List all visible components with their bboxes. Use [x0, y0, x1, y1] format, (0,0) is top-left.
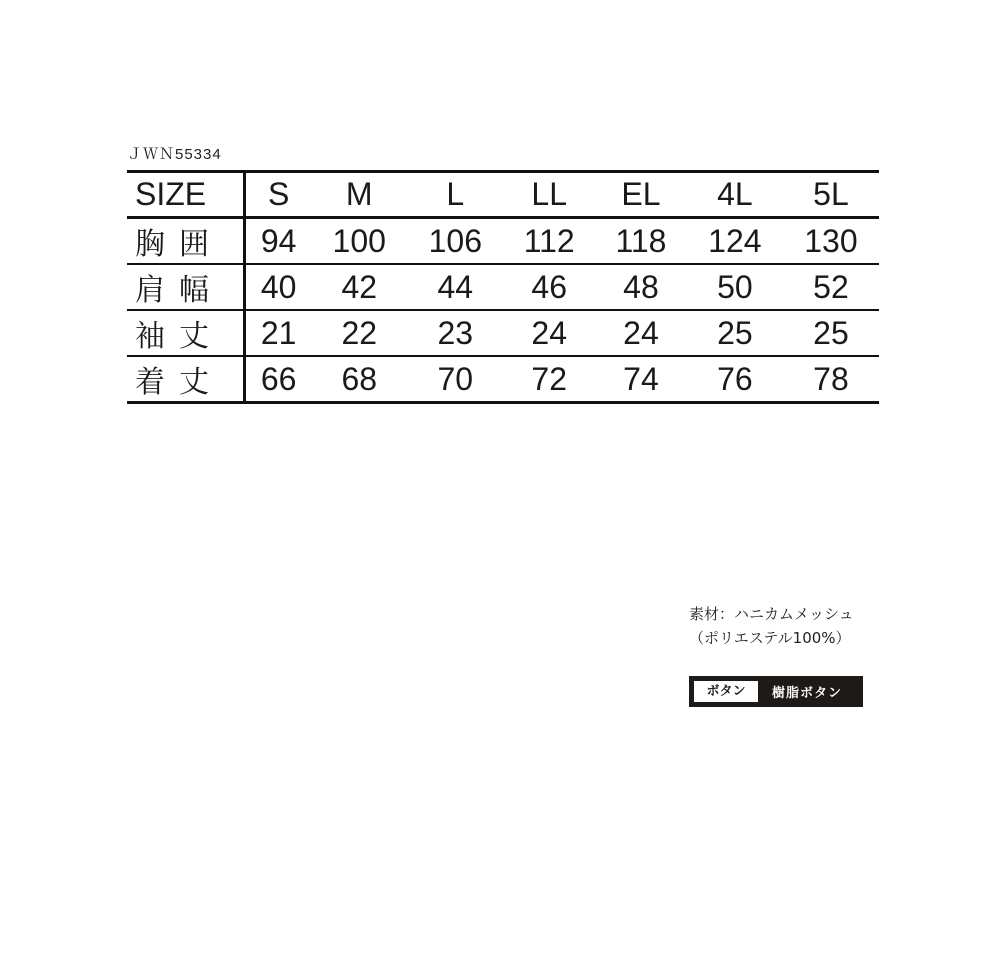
- table-cell: 23: [407, 310, 503, 356]
- table-cell: 24: [595, 310, 687, 356]
- table-cell: 42: [311, 264, 407, 310]
- table-cell: 130: [783, 218, 879, 265]
- table-cell: 50: [687, 264, 783, 310]
- table-cell: 72: [503, 356, 595, 403]
- size-col-4l: 4L: [687, 172, 783, 218]
- table-cell: 94: [245, 218, 312, 265]
- table-cell: 100: [311, 218, 407, 265]
- row-label-sleeve: 袖丈: [127, 310, 245, 356]
- table-row-length: [127, 356, 879, 403]
- table-row-sleeve: [127, 310, 879, 356]
- table-row-chest: [127, 218, 879, 265]
- size-header-row: [127, 172, 879, 218]
- row-label-chest: 胸囲: [127, 218, 245, 265]
- table-cell: 66: [245, 356, 312, 403]
- product-code: ＪＷＮ55334: [127, 146, 222, 163]
- size-col-m: M: [311, 172, 407, 218]
- size-header-label: SIZE: [127, 172, 245, 218]
- row-label-shoulder: 肩幅: [127, 264, 245, 310]
- material-line-2: （ポリエステル100%）: [689, 629, 851, 647]
- table-cell: 46: [503, 264, 595, 310]
- table-cell: 25: [783, 310, 879, 356]
- material-line-1: 素材：ハニカムメッシュ: [689, 605, 854, 623]
- table-cell: 21: [245, 310, 312, 356]
- table-cell: 44: [407, 264, 503, 310]
- table-cell: 68: [311, 356, 407, 403]
- table-cell: 40: [245, 264, 312, 310]
- table-cell: 124: [687, 218, 783, 265]
- button-spec-key: ボタン: [694, 681, 758, 702]
- table-cell: 52: [783, 264, 879, 310]
- table-cell: 118: [595, 218, 687, 265]
- table-cell: 106: [407, 218, 503, 265]
- button-spec-badge: [689, 676, 863, 707]
- button-spec-value: 樹脂ボタン: [772, 686, 843, 701]
- material-info: [689, 602, 854, 650]
- table-cell: 78: [783, 356, 879, 403]
- table-cell: 22: [311, 310, 407, 356]
- table-cell: 76: [687, 356, 783, 403]
- size-col-s: S: [245, 172, 312, 218]
- table-cell: 24: [503, 310, 595, 356]
- table-cell: 112: [503, 218, 595, 265]
- size-col-el: EL: [595, 172, 687, 218]
- table-cell: 48: [595, 264, 687, 310]
- table-cell: 25: [687, 310, 783, 356]
- table-cell: 70: [407, 356, 503, 403]
- size-col-ll: LL: [503, 172, 595, 218]
- row-label-length: 着丈: [127, 356, 245, 403]
- table-cell: 74: [595, 356, 687, 403]
- table-row-shoulder: [127, 264, 879, 310]
- size-col-5l: 5L: [783, 172, 879, 218]
- size-chart-table: [127, 170, 879, 404]
- size-col-l: L: [407, 172, 503, 218]
